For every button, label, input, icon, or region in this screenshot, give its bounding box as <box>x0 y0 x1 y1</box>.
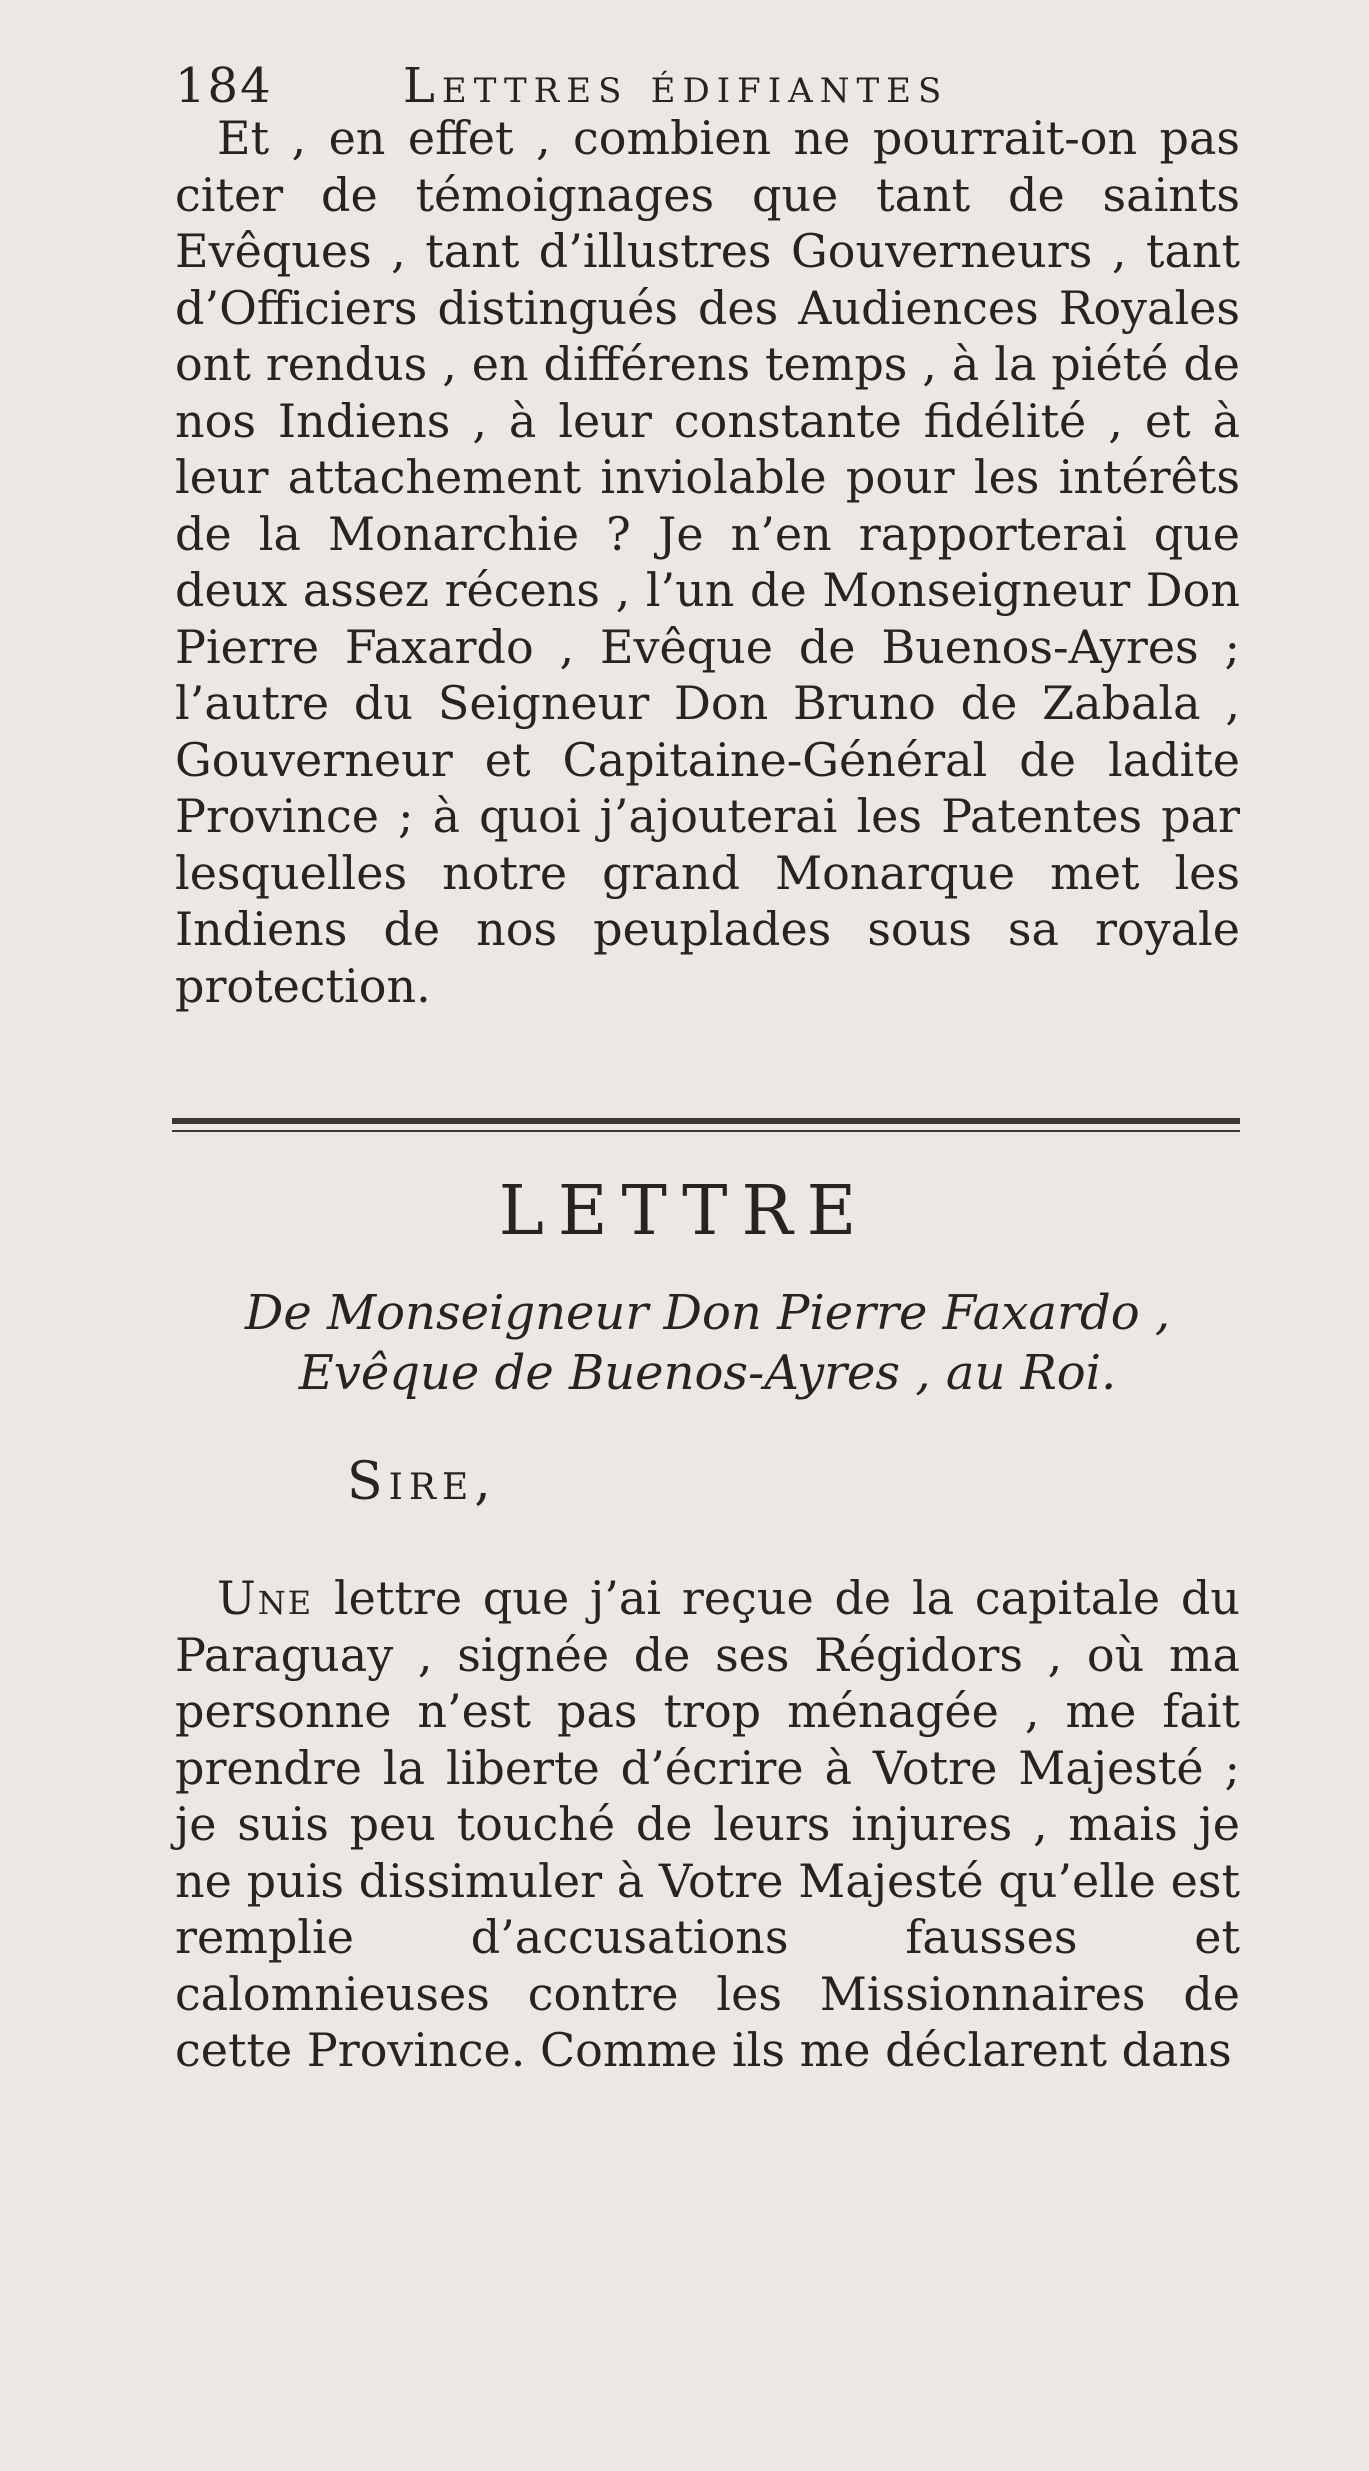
salutation: Sire, <box>347 1452 497 1512</box>
paragraph-2 <box>175 1570 1240 2079</box>
letter-body <box>175 1570 1240 2079</box>
letter-dedication <box>175 1283 1240 1403</box>
section-divider-thick <box>172 1118 1240 1124</box>
body-text <box>175 110 1240 1014</box>
page-number: 184 <box>175 58 273 114</box>
dedication-line-1: De Monseigneur Don Pierre Faxardo , <box>244 1285 1171 1341</box>
dedication-line-2: Evêque de Buenos-Ayres , au Roi. <box>298 1345 1117 1401</box>
running-head: Lettres édifiantes <box>403 58 949 114</box>
paragraph-1: Et , en effet , combien ne pourrait-on pas citer de témoignages que tant de saints Evêques , tant d’illustres Gouverneurs , tant d’Officiers distingués des Audiences Royales ont rendus , en différens temps , à la piété de nos Indiens , à leur constante fidélité , et à leur attachement inviolable pour les intérêts de la Monarchie ? Je n’en rapporterai que deux assez récens , l’un de Monseigneur Don Pierre Faxardo , Evêque de Buenos-Ayres ; l’autre du Seigneur Don Bruno de Zabala , Gouverneur et Capitaine-Général de ladite Province ; à quoi j’ajouterai les Patentes par lesquelles notre grand Monarque met les Indiens de nos peuplades sous sa royale protection. <box>175 111 1240 1013</box>
paragraph-2-text: lettre que j’ai reçue de la capitale du Paraguay , signée de ses Régidors , où ma personne n’est pas trop ménagée , me fait prendre la liberte d’écrire à Votre Majesté ; je suis peu touché de leurs injures , mais je ne puis dissimuler à Votre Majesté qu’elle est remplie d’accusations fausses et calomnieuses contre les Missionnaires de cette Province. Comme ils me déclarent dans <box>175 1571 1241 2077</box>
page-header <box>175 58 1235 118</box>
letter-heading: LETTRE <box>498 1172 871 1251</box>
opening-word: Une <box>217 1571 314 1625</box>
section-divider-thin <box>172 1130 1240 1132</box>
